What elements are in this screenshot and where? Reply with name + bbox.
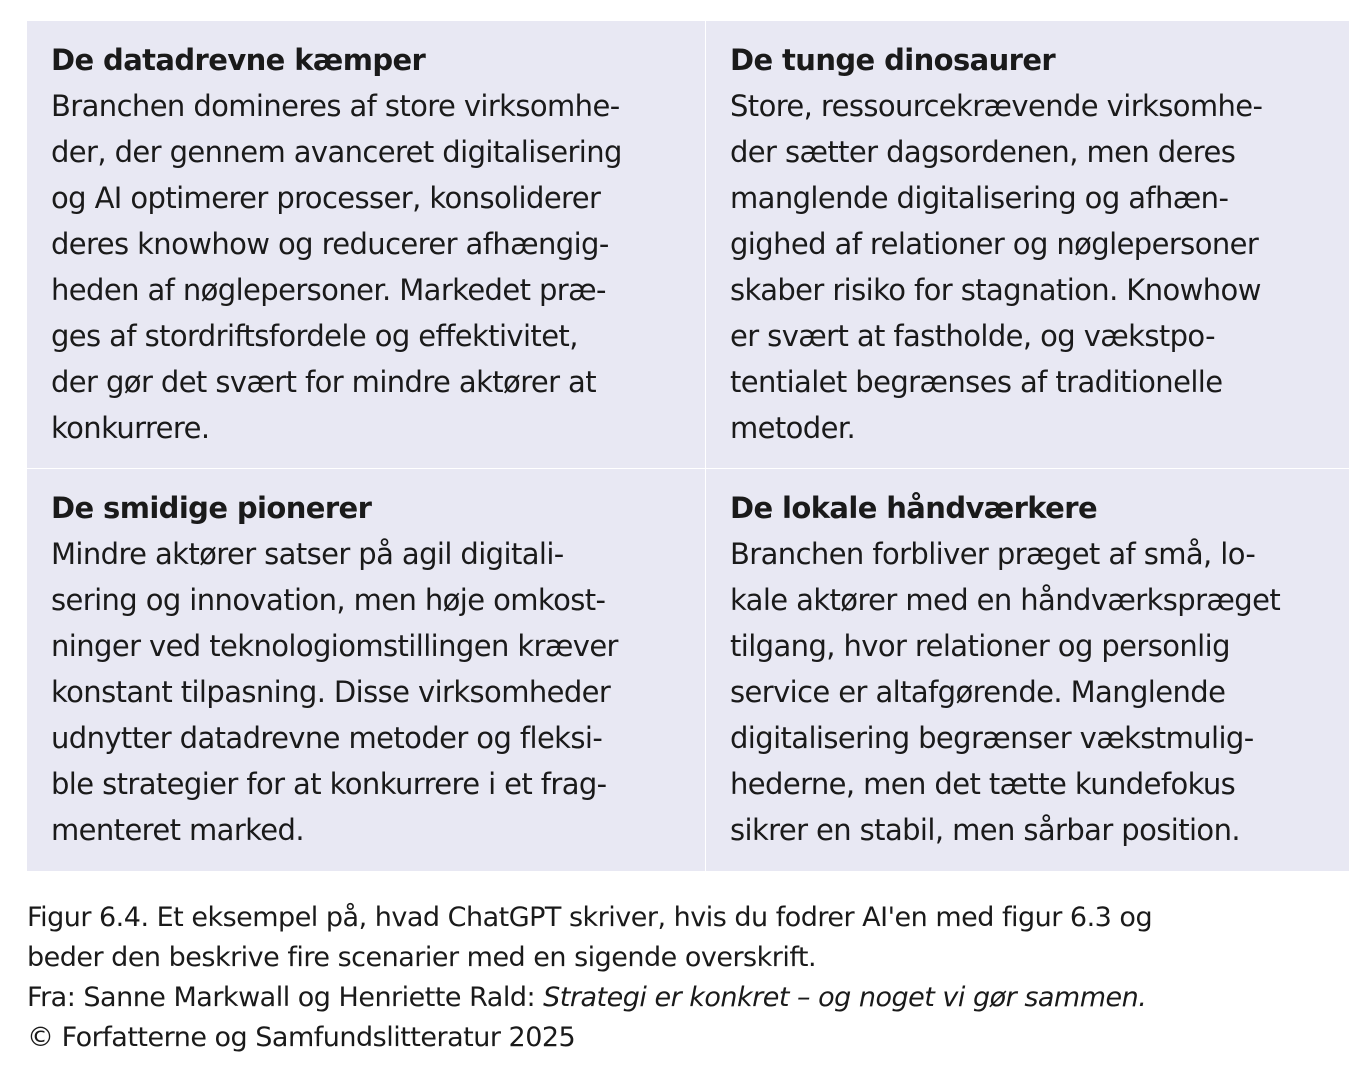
caption-source-title: Strategi er konkret – og noget vi gør sammen. xyxy=(543,982,1147,1013)
quadrant-text-line: tilgang, hvor relationer og personlig xyxy=(730,629,1230,663)
quadrant-text-line: sering og innovation, men høje omkost- xyxy=(51,583,606,617)
quadrant-text-line: tentialet begrænses af traditionelle xyxy=(730,365,1223,399)
quadrant-text-line: Store, ressourcekrævende virksomhe- xyxy=(730,89,1263,123)
quadrant-text-line: Branchen domineres af store virksomhe- xyxy=(51,89,620,123)
quadrant-title: De smidige pionerer xyxy=(51,491,372,525)
quadrant-text-line: og AI optimerer processer, konsoliderer xyxy=(51,181,601,215)
quadrant-text-line: udnytter datadrevne metoder og fleksi- xyxy=(51,721,603,755)
quadrant-text-line: er svært at fastholde, og vækstpo- xyxy=(730,319,1215,353)
quadrant-text-line: menteret marked. xyxy=(51,813,304,847)
caption-line-2: beder den beskrive fire scenarier med en sigende overskrift. xyxy=(27,942,817,973)
quadrant-title: De datadrevne kæmper xyxy=(51,43,426,77)
quadrant-text-line: manglende digitalisering og afhæn- xyxy=(730,181,1229,215)
quadrant-text-line: metoder. xyxy=(730,411,856,445)
quadrant-text-line: der gør det svært for mindre aktører at xyxy=(51,365,597,399)
quadrant-text-line: hederne, men det tætte kundefokus xyxy=(730,767,1236,801)
caption-line-1: Figur 6.4. Et eksempel på, hvad ChatGPT skriver, hvis du fodrer AI'en med figur 6.3 og xyxy=(27,902,1153,933)
quadrant-text-line: kale aktører med en håndværkspræget xyxy=(730,583,1281,617)
quadrant-text-line: ninger ved teknologiomstillingen kræver xyxy=(51,629,618,663)
quadrant-text-line: ble strategier for at konkurrere i et frag- xyxy=(51,767,607,801)
quadrant-text-line: service er altafgørende. Manglende xyxy=(730,675,1226,709)
quadrant-text-line: skaber risiko for stagnation. Knowhow xyxy=(730,273,1261,307)
quadrant-text-line: konkurrere. xyxy=(51,411,210,445)
quadrant-text-line: Mindre aktører satser på agil digitali- xyxy=(51,537,564,571)
quadrant-text-line: ges af stordriftsfordele og effektivitet, xyxy=(51,319,578,353)
caption-source-prefix: Fra: Sanne Markwall og Henriette Rald: xyxy=(27,982,544,1013)
quadrant-title: De tunge dinosaurer xyxy=(730,43,1056,77)
quadrant-bottom-left xyxy=(27,469,705,871)
quadrant-text-line: sikrer en stabil, men sårbar position. xyxy=(730,813,1240,847)
quadrant-text-line: Branchen forbliver præget af små, lo- xyxy=(730,537,1256,571)
quadrant-text-line: gighed af relationer og nøglepersoner xyxy=(730,227,1259,261)
caption-copyright: © Forfatterne og Samfundslitteratur 2025 xyxy=(27,1022,576,1053)
quadrant-text-line: konstant tilpasning. Disse virksomheder xyxy=(51,675,611,709)
quadrant-top-right xyxy=(706,21,1349,468)
quadrant-text-line: digitalisering begrænser vækstmulig- xyxy=(730,721,1254,755)
quadrant-bottom-right xyxy=(706,469,1349,871)
scenario-matrix xyxy=(27,21,1349,871)
quadrant-text-line: heden af nøglepersoner. Markedet præ- xyxy=(51,273,606,307)
caption-source xyxy=(27,978,1337,1018)
quadrant-top-left xyxy=(27,21,705,468)
quadrant-title: De lokale håndværkere xyxy=(730,491,1098,525)
quadrant-text-line: deres knowhow og reducerer afhængig- xyxy=(51,227,609,261)
figure-caption xyxy=(27,898,1337,1058)
quadrant-text-line: der, der gennem avanceret digitalisering xyxy=(51,135,622,169)
quadrant-text-line: der sætter dagsordenen, men deres xyxy=(730,135,1236,169)
